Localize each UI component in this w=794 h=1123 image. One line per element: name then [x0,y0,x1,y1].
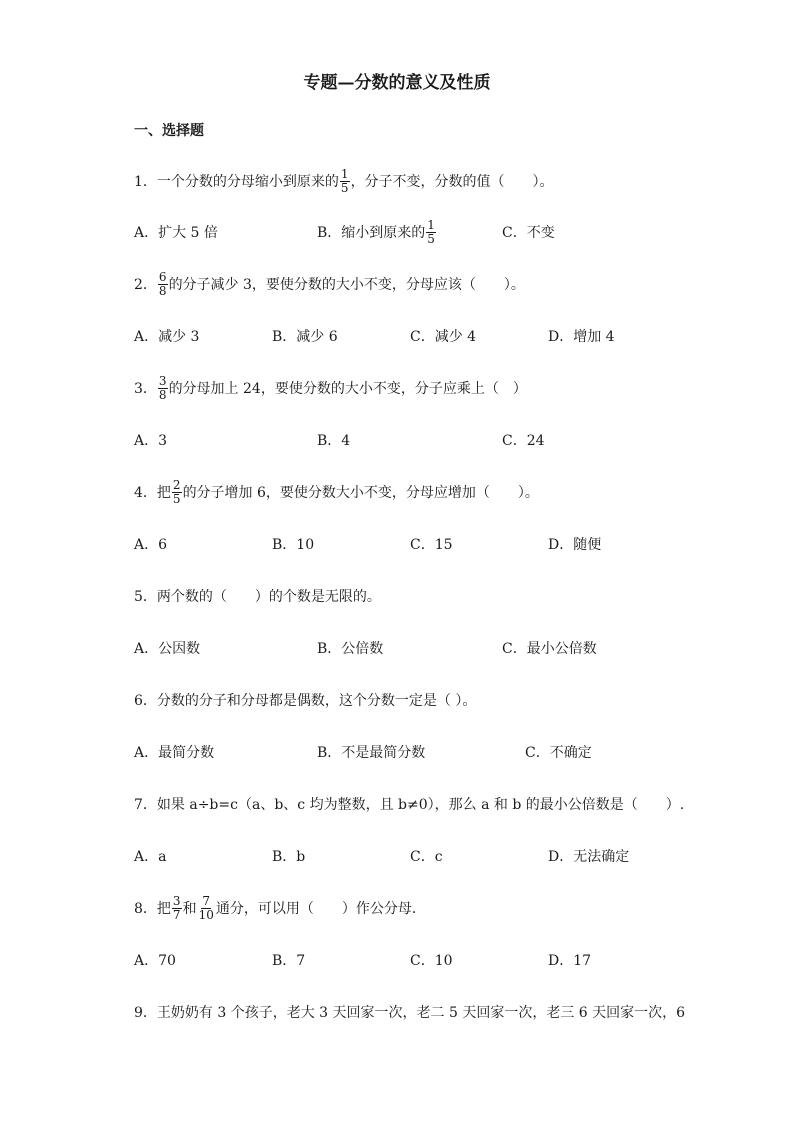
denominator: 7 [172,907,181,922]
option-c[interactable]: C．c [410,849,443,865]
numerator: 6 [158,269,167,284]
question-text: 的分子增加 6，要使分数大小不变，分母应增加（ ）。 [182,485,539,501]
option-b[interactable]: B．不是最简分数 [317,745,426,761]
fraction [426,219,436,246]
numerator: 2 [172,477,181,492]
option-c[interactable]: C．不变 [502,225,555,241]
fraction [158,271,168,298]
option-c[interactable]: C．减少 4 [410,329,477,345]
numerator: 3 [158,373,167,388]
option-c[interactable]: C．最小公倍数 [502,641,597,657]
question-number: 2． [134,277,157,293]
option-a[interactable]: A．扩大 5 倍 [134,225,218,241]
option-b[interactable] [317,218,437,246]
option-b[interactable]: B．7 [272,953,306,969]
option-a[interactable]: A．3 [134,433,168,449]
fraction [158,375,168,402]
fraction [172,479,182,506]
option-b[interactable]: B．公倍数 [317,641,384,657]
question-1 [134,167,554,195]
fraction [340,168,350,195]
denominator: 5 [172,491,181,506]
option-c[interactable]: C．24 [502,433,545,449]
denominator: 8 [158,387,167,402]
option-a[interactable]: A．减少 3 [134,329,200,345]
question-5: 5．两个数的（ ）的个数是无限的。 [134,589,381,605]
option-a[interactable]: A．6 [134,537,168,553]
page-title: 专题—分数的意义及性质 [303,73,491,93]
option-b[interactable]: B．4 [317,433,351,449]
question-text: 4．把 [134,485,171,501]
question-6: 6．分数的分子和分母都是偶数，这个分数一定是（ ）。 [134,693,477,709]
denominator: 5 [340,180,349,195]
question-text: 8．把 [134,901,171,917]
numerator: 7 [202,893,211,908]
option-d[interactable]: D．随便 [548,537,602,553]
denominator: 5 [427,231,435,246]
option-a[interactable]: A．a [134,849,167,865]
option-d[interactable]: D．增加 4 [548,329,615,345]
option-a[interactable]: A．最简分数 [134,745,215,761]
numerator: 3 [172,893,181,908]
option-d[interactable]: D．17 [548,953,592,969]
denominator: 10 [198,907,214,922]
question-text: 通分，可以用（ ）作公分母． [215,901,426,917]
fraction [172,895,182,922]
numerator: 1 [340,166,349,181]
question-4 [134,478,539,506]
fraction [198,895,215,922]
option-b[interactable]: B．减少 6 [272,329,338,345]
question-9: 9．王奶奶有 3 个孩子，老大 3 天回家一次，老二 5 天回家一次，老三 6 天回家一次，6 [134,1005,686,1021]
denominator: 8 [158,283,167,298]
option-b[interactable]: B．10 [272,537,315,553]
option-c[interactable]: C．不确定 [525,745,592,761]
option-d[interactable]: D．无法确定 [548,849,630,865]
option-text: B．缩小到原来的 [317,225,426,241]
question-text: 的分母加上 24，要使分数的大小不变，分子应乘上（ ） [168,381,527,397]
option-c[interactable]: C．10 [410,953,453,969]
option-a[interactable]: A．70 [134,953,176,969]
question-8 [134,894,426,922]
question-2 [134,270,525,298]
section-heading: 一、选择题 [134,123,204,139]
option-b[interactable]: B．b [272,849,306,865]
question-text: 1．一个分数的分母缩小到原来的 [134,174,339,190]
question-7: 7．如果 a÷b=c（a、b、c 均为整数，且 b≠0），那么 a 和 b 的最小公倍数是（ ）. [134,797,685,813]
option-c[interactable]: C．15 [410,537,453,553]
question-text: ，分子不变，分数的值（ ）。 [350,174,554,190]
question-number: 3． [134,381,157,397]
numerator: 1 [427,217,435,232]
question-3 [134,374,527,402]
question-text: 的分子减少 3，要使分数的大小不变，分母应该（ ）。 [168,277,525,293]
option-a[interactable]: A．公因数 [134,641,201,657]
question-text: 和 [182,901,197,917]
